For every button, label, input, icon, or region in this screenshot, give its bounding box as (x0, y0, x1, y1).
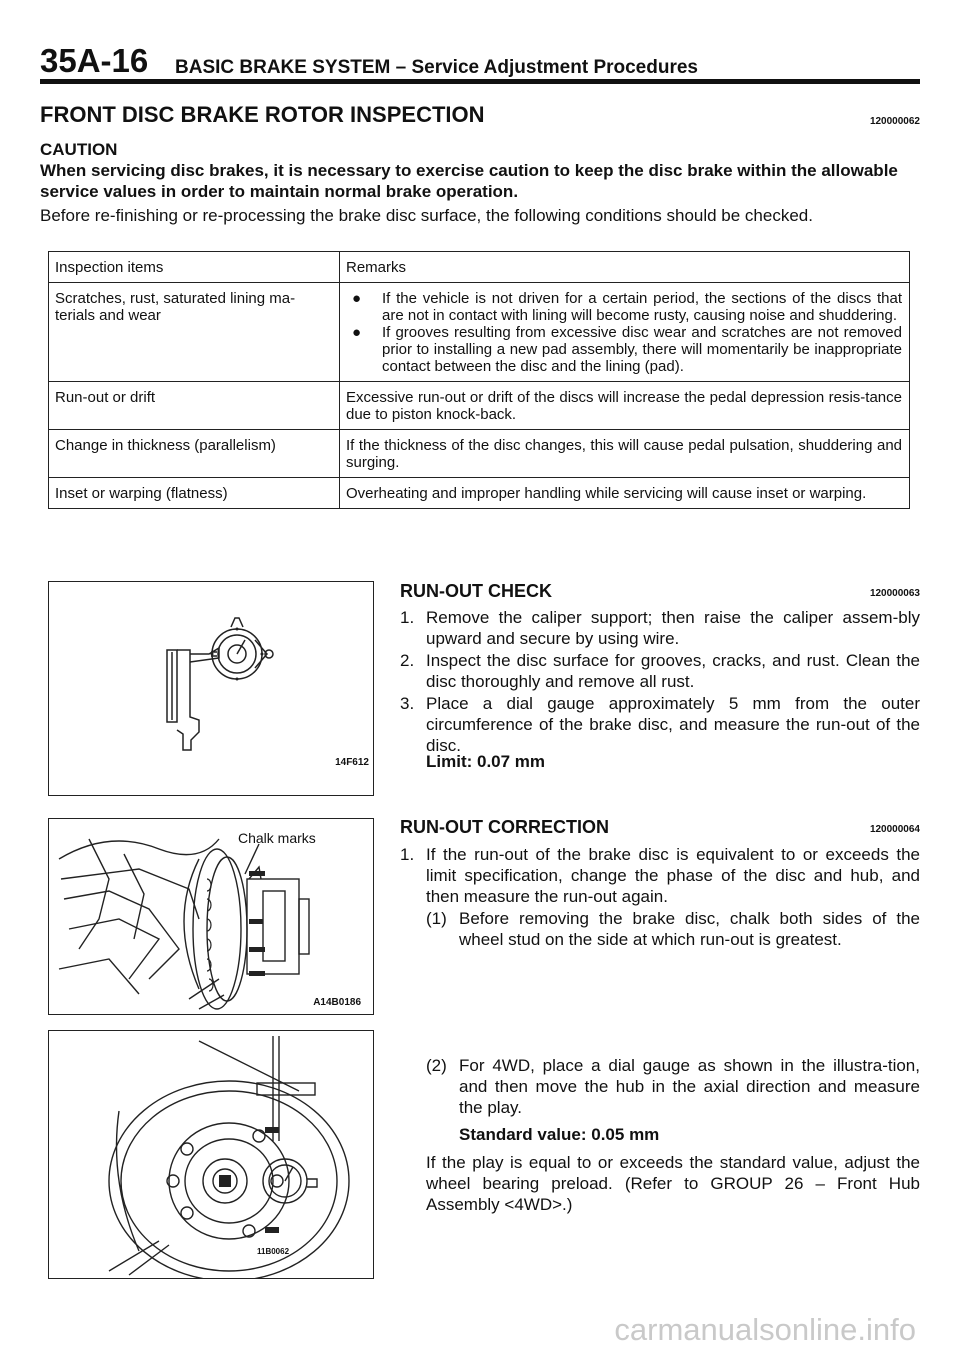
list-item (426, 908, 920, 950)
standard-value: Standard value: 0.05 mm (459, 1125, 660, 1144)
header-remarks: Remarks (340, 252, 910, 283)
header-inspection-items: Inspection items (49, 252, 340, 283)
substep-number: (2) (426, 1056, 447, 1075)
step-number: 1. (400, 608, 415, 627)
dial-gauge-illustration (49, 582, 373, 795)
intro-text: Before re-finishing or re-processing the brake disc surface, the following conditions should be checked. (40, 206, 813, 225)
bullet-text: If the vehicle is not driven for a certain period, the sections of the discs that are not in contact with lining will become rusty, causing noise and shuddering. (382, 290, 902, 324)
table-row (49, 382, 910, 430)
list-item (400, 607, 920, 649)
hub-play-illustration (49, 1031, 373, 1278)
chalk-marks-label: Chalk marks (238, 830, 316, 846)
table-row (49, 478, 910, 509)
runout-correction-code: 120000064 (869, 824, 920, 835)
figure-id: A14B0186 (313, 997, 361, 1008)
figure-chalk-marks (48, 818, 374, 1015)
row-item: Run-out or drift (49, 382, 340, 430)
table-row (49, 283, 910, 382)
row-remark: Overheating and improper handling while servicing will cause inset or warping. (340, 478, 910, 509)
figure-dial-gauge-runout (48, 581, 374, 796)
row-item: Inset or warping (flatness) (49, 478, 340, 509)
table-row (49, 430, 910, 478)
caution-label: CAUTION (40, 140, 118, 159)
inspection-table (48, 251, 910, 509)
figure-id: 11B0062 (257, 1247, 290, 1256)
bullet-icon: ● (352, 290, 362, 307)
bullet-text: If grooves resulting from excessive disc wear and scratches are not removed prior to installing a new pad assembly, there will momentarily be inappropriate contact between the disc and the lining (pad). (382, 324, 902, 375)
row-item: Change in thickness (parallelism) (49, 430, 340, 478)
runout-limit: Limit: 0.07 mm (426, 752, 546, 771)
bullet-item (346, 324, 902, 375)
header-title: BASIC BRAKE SYSTEM – Service Adjustment Procedures (175, 57, 698, 78)
table-header-row (49, 252, 910, 283)
preload-note: If the play is equal to or exceeds the standard value, adjust the wheel bearing preload. (Refer to GROUP 26 – Front Hub Assembly <4WD>.) (426, 1153, 920, 1214)
hub-chalk-illustration (49, 819, 373, 1014)
figure-hub-play (48, 1030, 374, 1279)
runout-check-title: RUN-OUT CHECK (400, 581, 552, 601)
header-divider (40, 79, 920, 84)
substep-text: For 4WD, place a dial gauge as shown in the illustra-tion, and then move the hub in the axial direction and measure the play. (459, 1056, 920, 1117)
step-number: 3. (400, 694, 415, 713)
list-item (400, 650, 920, 692)
bullet-item (346, 290, 902, 324)
row-remark: If the thickness of the disc changes, this will cause pedal pulsation, shuddering and surging. (340, 430, 910, 478)
figure-id: 14F612 (335, 757, 369, 768)
row-item: Scratches, rust, saturated lining ma-terials and wear (49, 283, 340, 382)
step-text: Place a dial gauge approximately 5 mm from the outer circumference of the brake disc, and measure the run-out of the disc. (426, 694, 920, 755)
section-title: FRONT DISC BRAKE ROTOR INSPECTION (40, 102, 485, 127)
list-item (400, 844, 920, 907)
row-remark (340, 283, 910, 382)
section-code: 120000062 (869, 116, 920, 127)
row-remark: Excessive run-out or drift of the discs will increase the pedal depression resis-tance due to piston knock-back. (340, 382, 910, 430)
watermark: carmanualsonline.info (614, 1312, 916, 1347)
step-text: Inspect the disc surface for grooves, cracks, and rust. Clean the disc thoroughly and remove all rust. (426, 651, 920, 691)
runout-check-code: 120000063 (869, 588, 920, 599)
list-item (426, 1055, 920, 1118)
step-number: 2. (400, 651, 415, 670)
list-item (400, 693, 920, 756)
runout-correction-steps (400, 844, 920, 950)
step-text: Remove the caliper support; then raise the caliper assem-bly upward and secure by using wire. (426, 608, 920, 648)
page-number: 35A-16 (40, 42, 149, 79)
substep-number: (1) (426, 909, 447, 928)
caution-text: When servicing disc brakes, it is necessary to exercise caution to keep the disc brake within the allowable service values in order to maintain normal brake operation. (40, 161, 898, 201)
runout-correction-title: RUN-OUT CORRECTION (400, 817, 609, 837)
step-number: 1. (400, 845, 415, 864)
bullet-icon: ● (352, 324, 362, 341)
runout-check-steps (400, 607, 920, 757)
step-text: If the run-out of the brake disc is equivalent to or exceeds the limit specification, change the phase of the disc and hub, and then measure the run-out again. (426, 845, 920, 906)
substep-text: Before removing the brake disc, chalk both sides of the wheel stud on the side at which run-out is greatest. (459, 909, 920, 949)
